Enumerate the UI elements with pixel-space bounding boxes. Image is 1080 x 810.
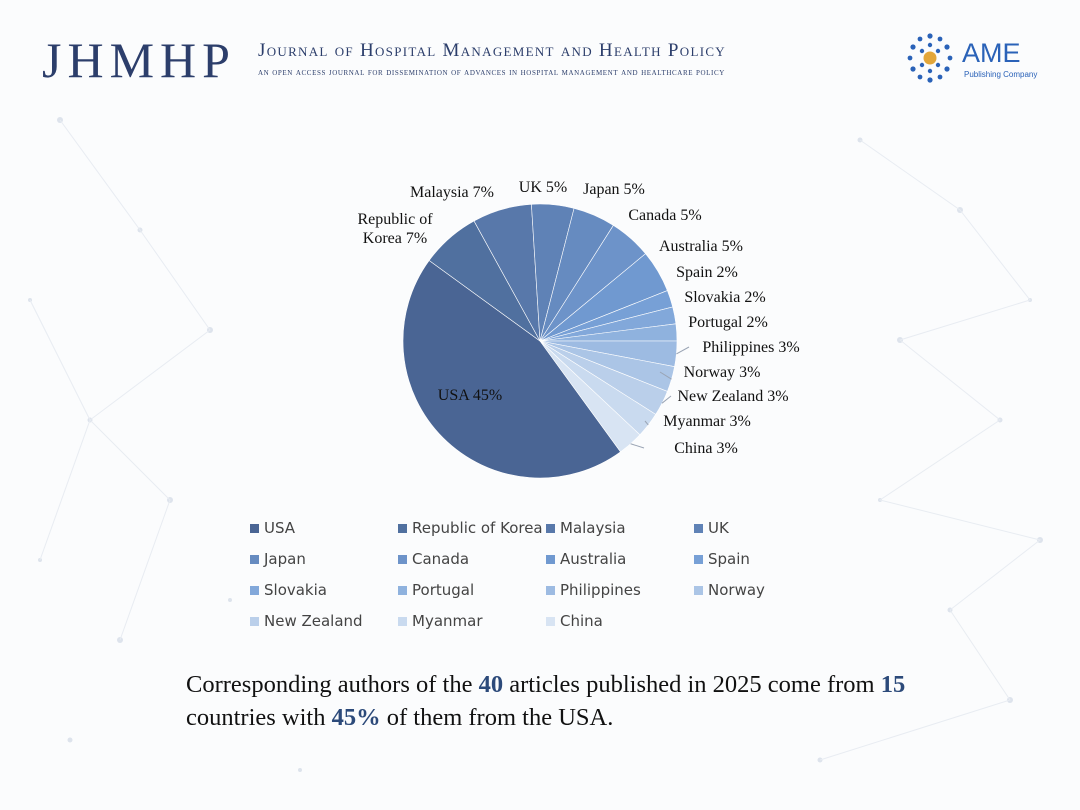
journal-subtitle: an open access journal for dissemination of advances in hospital management and healthcare policy (258, 68, 725, 78)
legend-item-canada (398, 549, 546, 569)
leader-line-philippines (676, 347, 689, 354)
legend-swatch (398, 586, 407, 595)
legend-label: Canada (412, 550, 470, 568)
data-label-myanmar: Myanmar 3% (663, 413, 751, 430)
legend-swatch (694, 555, 703, 564)
legend-item-usa (250, 518, 398, 538)
journal-logo: JHMHP (42, 32, 236, 88)
legend-swatch (398, 617, 407, 626)
data-label-new-zealand: New Zealand 3% (677, 388, 789, 405)
legend-item-australia (546, 549, 694, 569)
legend-swatch (250, 586, 259, 595)
legend-label: Republic of Korea (412, 519, 543, 537)
legend-swatch (398, 524, 407, 533)
caption-text-4: of them from the USA. (380, 704, 614, 731)
data-label-spain: Spain 2% (676, 264, 738, 281)
legend-label: Spain (708, 550, 750, 568)
legend-label: Slovakia (264, 581, 327, 599)
legend-swatch (250, 524, 259, 533)
data-label-china: China 3% (674, 440, 738, 457)
legend-item-norway (694, 580, 842, 600)
legend-label: Australia (560, 550, 627, 568)
legend-label: Portugal (412, 581, 475, 599)
legend-item-republic-of-korea (398, 518, 546, 538)
data-label-usa: USA 45% (437, 387, 503, 404)
legend-label: Norway (708, 581, 765, 599)
caption-article-count: 40 (478, 671, 504, 698)
data-label-canada: Canada 5% (628, 207, 702, 224)
caption-text-3: countries with (186, 704, 332, 731)
publisher-name: AME (962, 38, 1021, 68)
legend-item-philippines (546, 580, 694, 600)
data-label-uk: UK 5% (518, 179, 568, 196)
header (0, 0, 1080, 100)
chart-legend (250, 518, 850, 631)
data-label-republic-of-korea: Republic of Korea 7% (357, 211, 433, 247)
data-label-malaysia: Malaysia 7% (410, 184, 494, 201)
legend-label: Philippines (560, 581, 641, 599)
journal-title: Journal of Hospital Management and Health Policy (258, 40, 726, 61)
ame-globe-icon (902, 32, 958, 84)
data-label-slovakia: Slovakia 2% (684, 289, 766, 306)
summary-caption (186, 668, 946, 734)
legend-label: Myanmar (412, 612, 483, 630)
legend-item-uk (694, 518, 842, 538)
legend-item-japan (250, 549, 398, 569)
legend-label: UK (708, 519, 729, 537)
legend-item-new-zealand (250, 611, 398, 631)
pie-chart (0, 150, 1080, 490)
legend-swatch (250, 555, 259, 564)
caption-text-2: articles published in 2025 come from (503, 671, 881, 698)
data-label-norway: Norway 3% (683, 364, 761, 381)
publisher-logo (902, 32, 1042, 84)
data-label-japan: Japan 5% (583, 181, 645, 198)
legend-swatch (694, 586, 703, 595)
legend-item-spain (694, 549, 842, 569)
legend-label: China (560, 612, 603, 630)
legend-item-malaysia (546, 518, 694, 538)
data-label-portugal: Portugal 2% (688, 314, 768, 331)
publisher-tagline: Publishing Company (964, 70, 1038, 79)
legend-item-myanmar (398, 611, 546, 631)
caption-country-count: 15 (880, 671, 906, 698)
legend-swatch (250, 617, 259, 626)
legend-swatch (546, 586, 555, 595)
legend-item-slovakia (250, 580, 398, 600)
leader-line-china (631, 444, 644, 448)
legend-label: Malaysia (560, 519, 626, 537)
legend-label: Japan (264, 550, 306, 568)
caption-text-1: Corresponding authors of the (186, 671, 479, 698)
legend-swatch (398, 555, 407, 564)
caption-usa-percent: 45% (331, 704, 381, 731)
legend-item-china (546, 611, 694, 631)
data-label-philippines: Philippines 3% (702, 339, 800, 356)
legend-swatch (546, 617, 555, 626)
legend-label: New Zealand (264, 612, 363, 630)
legend-item-portugal (398, 580, 546, 600)
legend-swatch (694, 524, 703, 533)
legend-swatch (546, 524, 555, 533)
data-label-australia: Australia 5% (659, 238, 743, 255)
legend-label: USA (264, 519, 296, 537)
legend-swatch (546, 555, 555, 564)
